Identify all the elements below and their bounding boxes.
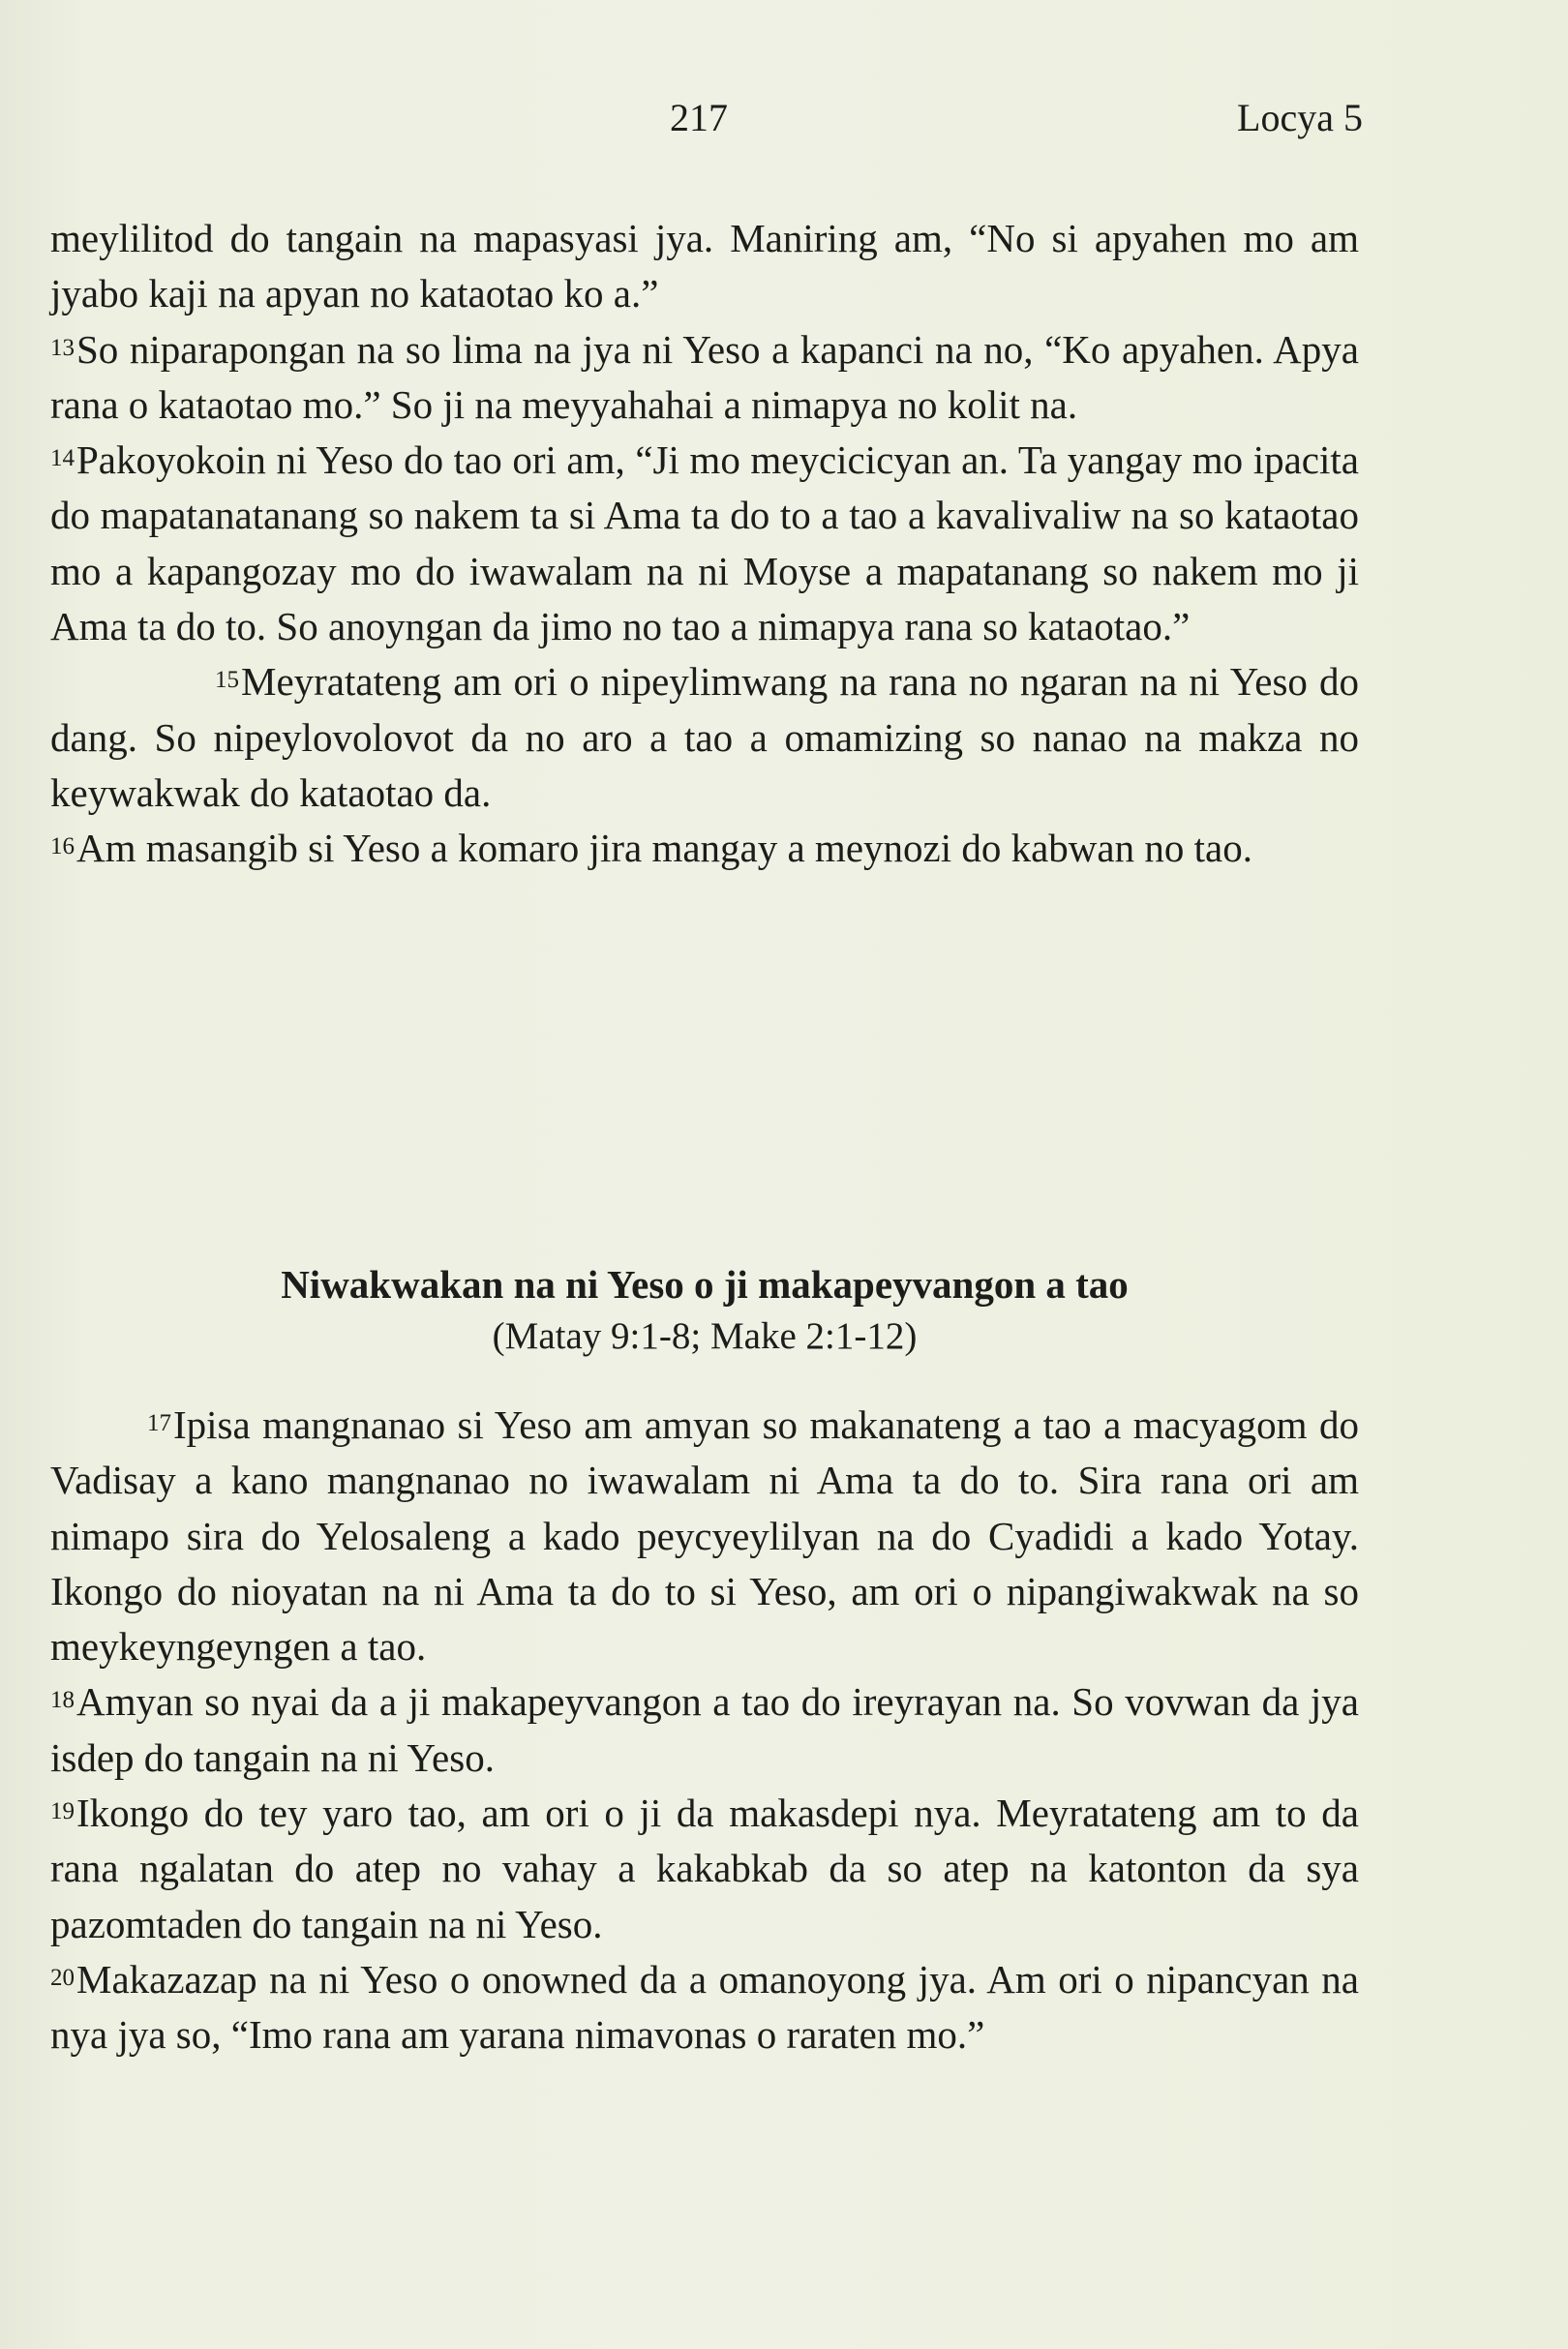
- passage-1: [50, 211, 1359, 877]
- verse-number: 17: [147, 1410, 171, 1436]
- verse-number: 15: [215, 667, 239, 694]
- verse-13: [50, 322, 1359, 434]
- verse-19: [50, 1786, 1359, 1952]
- verse-number: 18: [50, 1687, 75, 1714]
- verse-text: Pakoyokoin ni Yeso do tao ori am, “Ji mo meycicicyan an. Ta yangay mo ipacita do mapatanatanang so nakem ta si Ama ta do to a tao a kavalivaliw na so kataotao mo a kapangozay mo do iwawalam na ni Moyse a mapatanang so nakem mo ji Ama ta do to. So anoyngan da jimo no tao a nimapya rana so kataotao.”: [50, 437, 1359, 649]
- verse-number: 19: [50, 1798, 75, 1825]
- page-header: [50, 95, 1363, 143]
- verse-text: Makazazap na ni Yeso o onowned da a omanoyong jya. Am ori o nipancyan na nya jya so, “Imo rana am yarana nimavonas o raraten mo.”: [50, 1956, 1359, 2058]
- verse-number: 20: [50, 1964, 75, 1991]
- running-head: Locya 5: [1237, 96, 1363, 139]
- verse-17: [50, 1398, 1359, 1674]
- verse-number: 14: [50, 445, 75, 472]
- verse-14: [50, 433, 1359, 654]
- section-cross-references: (Matay 9:1-8; Make 2:1-12): [492, 1315, 918, 1357]
- verse-text: Meyratateng am ori o nipeylimwang na rana no ngaran na ni Yeso do dang. So nipeylovolovot da no aro a tao a omamizing so nanao na makza no keywakwak do kataotao da.: [50, 659, 1359, 815]
- section-heading: [50, 1258, 1359, 1363]
- verse-text: So niparapongan na so lima na jya ni Yeso a kapanci na no, “Ko apyahen. Apya rana o kataotao mo.” So ji na meyyahahai a nimapya no kolit na.: [50, 326, 1359, 427]
- verse-text: Am masangib si Yeso a komaro jira mangay a meynozi do kabwan no tao.: [76, 826, 1252, 871]
- verse-18: [50, 1674, 1359, 1786]
- verse-number: 13: [50, 334, 75, 361]
- verse-15: [50, 654, 1359, 821]
- verse-number: 16: [50, 833, 75, 860]
- page-number: 217: [670, 96, 728, 139]
- verse-text: Amyan so nyai da a ji makapeyvangon a tao do ireyrayan na. So vovwan da jya isdep do tangain na ni Yeso.: [50, 1679, 1359, 1780]
- verse-12-continuation: [50, 211, 1359, 322]
- passage-2: [50, 1398, 1359, 2063]
- verse-text: meylilitod do tangain na mapasyasi jya. Maniring am, “No si apyahen mo am jyabo kaji na apyan no kataotao ko a.”: [50, 216, 1359, 316]
- verse-20: [50, 1952, 1359, 2063]
- verse-text: Ipisa mangnanao si Yeso am amyan so makanateng a tao a macyagom do Vadisay a kano mangnanao no iwawalam ni Ama ta do to. Sira rana ori am nimapo sira do Yelosaleng a kado peycyeylilyan na do Cyadidi a kado Yotay. Ikongo do nioyatan na ni Ama ta do to si Yeso, am ori o nipangiwakwak na so meykeyngeyngen a tao.: [50, 1402, 1359, 1670]
- verse-16: [50, 821, 1359, 876]
- verse-text: Ikongo do tey yaro tao, am ori o ji da makasdepi nya. Meyratateng am to da rana ngalatan do atep no vahay a kakabkab da so atep na katonton da sya pazomtaden do tangain na ni Yeso.: [50, 1791, 1359, 1946]
- section-title: Niwakwakan na ni Yeso o ji makapeyvangon a tao: [281, 1262, 1129, 1307]
